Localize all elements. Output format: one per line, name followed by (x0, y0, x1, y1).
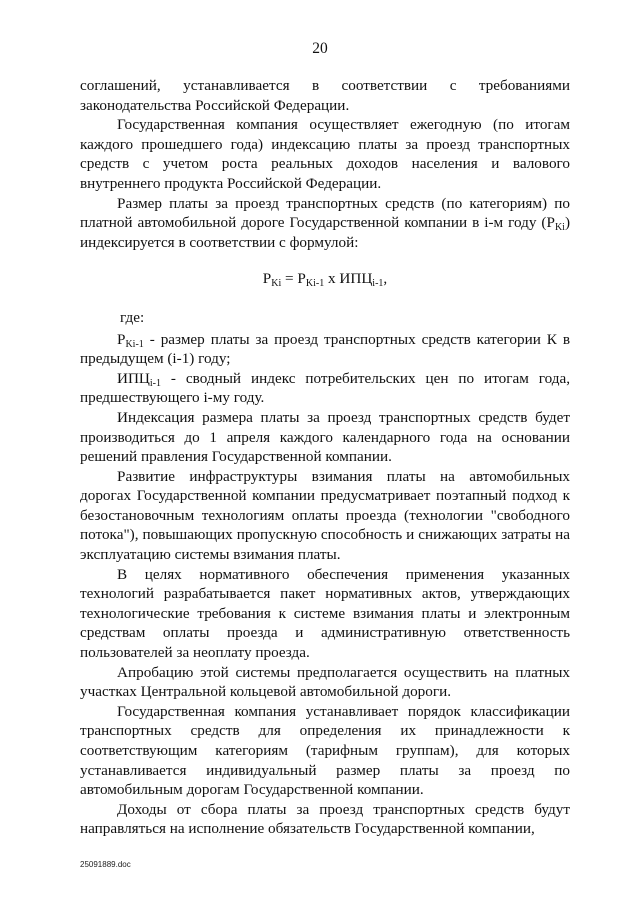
definition-previous-fee (80, 330, 570, 369)
document-footer-filename: 25091889.doc (80, 860, 131, 869)
formula-rhs-sub: Ki-1 (305, 278, 325, 290)
formula-mult: х ИПЦ (324, 270, 373, 288)
page-number: 20 (312, 40, 328, 57)
paragraph-revenue: Доходы от сбора платы за проезд транспортных средств будут направляться на исполнение обязательств Государственной компании, (80, 800, 570, 838)
document-body (80, 76, 570, 839)
paragraph-indexation-deadline: Индексация размера платы за проезд транспортных средств будет производиться до 1 апреля каждого календарного года на основании решений правления Государственной компании. (80, 408, 570, 466)
definition-cpi-symbol: ИПЦ (117, 369, 150, 387)
definition-previous-fee-sub: Ki-1 (125, 338, 144, 350)
paragraph-fee-size (80, 194, 570, 253)
paragraph-regulation: В целях нормативного обеспечения применения указанных технологий разрабатывается пакет нормативных актов, утверждающих технологические требования к системе взимания платы и электронным средствам оплаты проезда и административную ответственность пользователей за неоплату проезда. (80, 565, 570, 662)
definition-previous-fee-symbol: P (117, 330, 126, 348)
definition-cpi-sub: i-1 (149, 377, 162, 389)
formula-end: , (383, 270, 388, 288)
definition-cpi-text: - сводный индекс потребительских цен по итогам года, предшествующего i-му году. (80, 369, 570, 407)
paragraph-indexation: Государственная компания осуществляет ежегодную (по итогам каждого прошедшего года) индексацию платы за проезд транспортных средств с учетом роста реальных доходов населения и валового внутреннего продукта Российской Федерации. (80, 116, 570, 192)
where-label: где: (120, 308, 145, 326)
paragraph-continuation: соглашений, устанавливается в соответствии с требованиями законодательства Российской Федерации. (80, 77, 570, 114)
definition-previous-fee-text: - размер платы за проезд транспортных средств категории К в предыдущем (i-1) году; (80, 330, 570, 368)
formula-lhs-sub: Ki (271, 278, 282, 290)
definition-cpi (80, 369, 570, 408)
paragraph-classification: Государственная компания устанавливает порядок классификации транспортных средств для определения их принадлежности к соответствующим категориям (тарифным группам), для которых устанавливается индивидуальный размер платы за проезд по автомобильным дорогам Государственной компании. (80, 702, 570, 799)
formula-ipc-sub: i-1 (372, 278, 384, 290)
paragraph-infrastructure: Развитие инфраструктуры взимания платы на автомобильных дорогах Государственной компании предусматривает поэтапный подход к безостановочным технологиям оплаты проезда (технологии "свободного потока"), повышающих пропускную способность и снижающих затраты на эксплуатацию системы взимания платы. (80, 467, 570, 564)
paragraph-fee-size-sub: Ki (554, 222, 565, 234)
formula-lhs: P (262, 270, 272, 288)
formula-eq: = P (281, 270, 306, 288)
paragraph-pilot: Апробацию этой системы предполагается осуществить на платных участках Центральной кольцевой автомобильной дороги. (80, 663, 570, 701)
indexation-formula (80, 269, 570, 289)
paragraph-fee-size-text: Размер платы за проезд транспортных средств (по категориям) по платной автомобильной дороге Государственной компании в i-м году (P (80, 194, 570, 232)
paragraph-fee-size-end: ) индексируется в соответствии с формулой: (80, 214, 570, 251)
